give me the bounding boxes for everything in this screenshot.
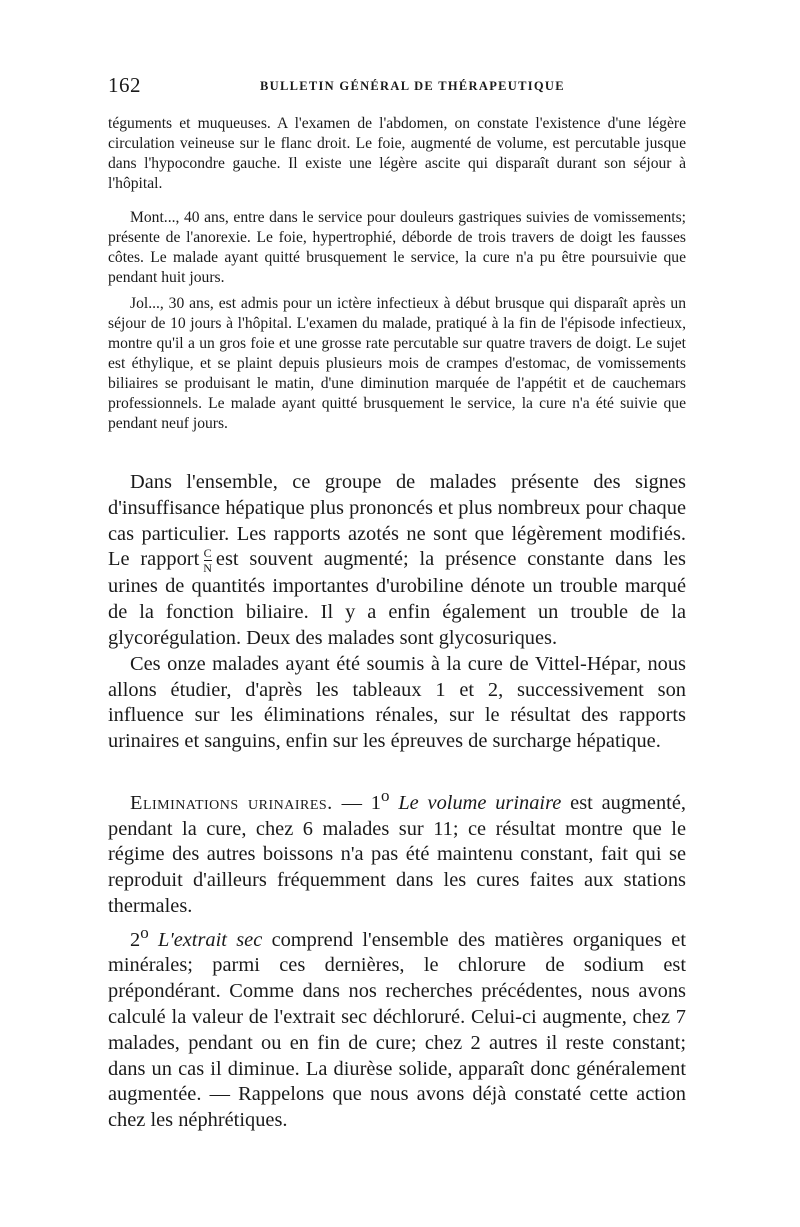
paragraph-onze-malades: Ces onze malades ayant été soumis à la cure de Vittel-Hépar, nous allons étudier, d'après les tableaux 1 et 2, successivement son influence sur les éliminations rénales, sur le résultat des rapports urinaires et sanguins, enfin sur les épreuves de surcharge hépatique. [108, 652, 686, 753]
ordinal-marker: o [140, 922, 149, 942]
paragraph-extrait-sec [108, 920, 686, 1134]
paragraph-ensemble [108, 470, 686, 652]
case-note-paragraph: Jol..., 30 ans, est admis pour un ictère infectieux à début brusque qui disparaît après un séjour de 10 jours à l'hôpital. L'examen du malade, pratiqué à la fin de l'épisode infectieux, montre qu'il a un gros foie et une grosse rate percutable sur quatre travers de doigt. Le sujet est éthylique, et se plaint depuis plusieurs mois de crampes d'estomac, de vomissements biliaires se produisant le matin, d'une diminution marquée de l'appétit et de cauchemars professionnels. Le malade ayant quitté brusquement le service, la cure n'a été suivie que pendant neuf jours. [108, 295, 686, 432]
ordinal-marker: o [381, 785, 390, 805]
fraction-numerator: C [203, 546, 212, 561]
case-note-jol [108, 294, 686, 434]
page-number: 162 [108, 73, 141, 97]
text-run: est augmenté, pendant la cure, chez 6 malades sur 11; ce résultat montre que le régime des autres boissons n'a pas été maintenu constant, fait qui se reproduit d'ailleurs fréquemment dans les cures faites aux stations thermales. [108, 791, 686, 917]
case-note-continuation [108, 114, 686, 194]
page-header [108, 73, 688, 99]
case-note-mont [108, 208, 686, 288]
text-run: comprend l'ensemble des matières organiques et minérales; parmi ces dernières, le chlorure de sodium est prépondérant. Comme dans nos recherches précédentes, nous avons calculé la valeur de l'extrait sec déchloruré. Celui-ci augmente, chez 7 malades, pendant ou en fin de cure; chez 2 autres il reste constant; dans un cas il diminue. La diurèse solide, apparaît donc généralement augmentée. — Rappelons que nous avons déjà constaté cette action chez les néphrétiques. [108, 928, 686, 1132]
paragraph-eliminations [108, 783, 686, 920]
text-run: est souvent augmenté; la présence constante dans les urines de quantités importantes d'urobiline dénote un trouble marqué de la fonction biliaire. Il y a enfin également un trouble de la glycorégulation. Deux des malades sont glycosuriques. [108, 548, 686, 649]
item-number: 2 [130, 928, 141, 951]
italic-term: L'extrait sec [158, 928, 263, 951]
case-note-paragraph: Mont..., 40 ans, entre dans le service pour douleurs gastriques suivies de vomissements; présente de l'anorexie. Le foie, hypertrophié, déborde de trois travers de doigt les fausses côtes. Le malade ayant quitté brusquement le service, la cure n'a pu être poursuivie que pendant huit jours. [108, 209, 686, 286]
italic-term: Le volume urinaire [398, 791, 562, 814]
text-run: Dans l'ensemble, ce groupe de malades présente des signes d'insuffisance hépatique plus prononcés et plus nombreux pour chaque cas particulier. Les rapports azotés ne sont que légèrement modifiés. Le rapport [108, 471, 686, 571]
fraction-denominator: N [203, 561, 212, 576]
body-text [108, 470, 686, 1134]
running-title: BULLETIN GÉNÉRAL DE THÉRAPEUTIQUE [260, 79, 565, 93]
text-run: — 1 [332, 791, 381, 814]
fraction-c-over-n [203, 547, 212, 574]
case-note-paragraph: téguments et muqueuses. A l'examen de l'abdomen, on constate l'existence d'une légère circulation veineuse sur le flanc droit. Le foie, augmenté de volume, est percutable jusque dans l'hypocondre gauche. Il existe une légère ascite qui disparaît durant son séjour à l'hôpital. [108, 115, 686, 192]
section-heading: Eliminations urinaires. [130, 791, 333, 814]
